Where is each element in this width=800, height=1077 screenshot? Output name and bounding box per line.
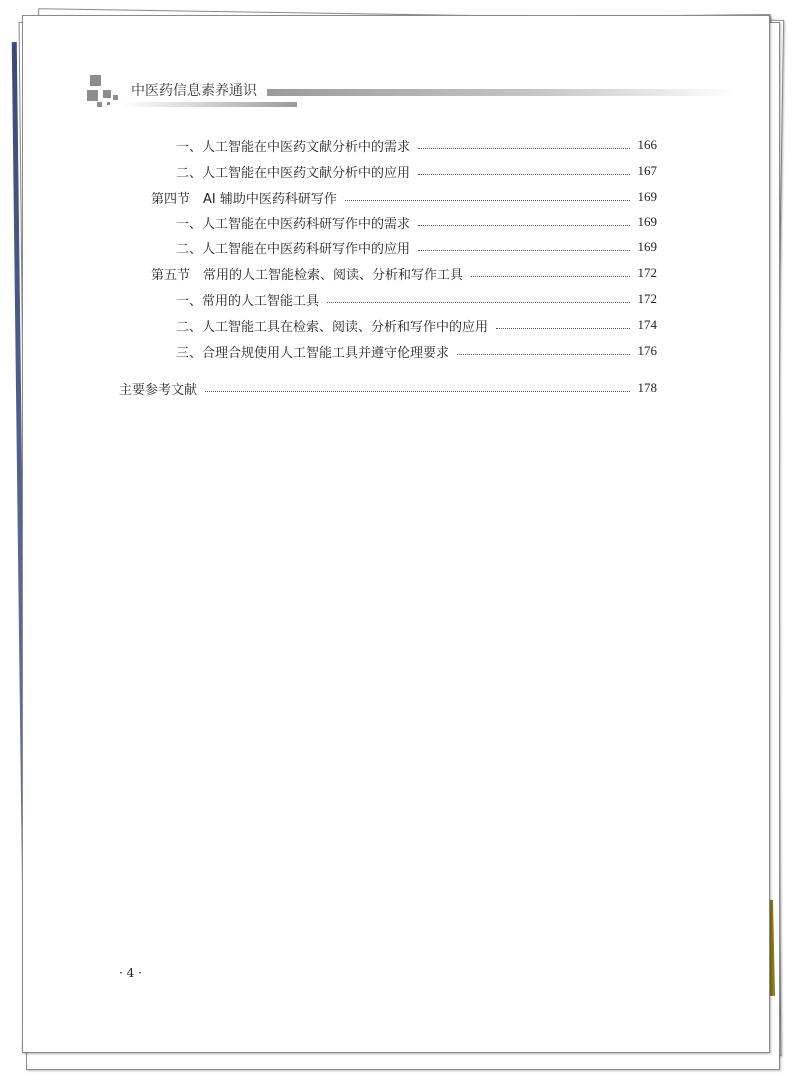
toc-entry[interactable]	[176, 136, 657, 154]
header-rule-bar-lower	[121, 102, 297, 107]
leader-dots	[418, 148, 629, 149]
toc-entry[interactable]	[176, 316, 657, 334]
toc-entry-title: 一、常用的人工智能工具	[176, 293, 320, 309]
header-rule-bar	[267, 89, 737, 96]
toc-entry-title: 第四节 AI 辅助中医药科研写作	[151, 191, 337, 207]
toc-entry-title: 一、人工智能在中医药科研写作中的需求	[176, 216, 411, 232]
toc-entry[interactable]	[176, 342, 657, 360]
toc-entry[interactable]	[176, 213, 657, 231]
toc-entry-title: 一、人工智能在中医药文献分析中的需求	[176, 139, 411, 155]
document-page	[22, 15, 770, 1053]
toc-entry-title: 二、人工智能工具在检索、阅读、分析和写作中的应用	[176, 319, 489, 335]
toc-entry-title: 第五节 常用的人工智能检索、阅读、分析和写作工具	[151, 267, 464, 283]
toc-entry-page: 166	[637, 137, 657, 152]
toc-entry-page: 174	[637, 317, 657, 332]
leader-dots	[205, 391, 629, 392]
leader-dots	[327, 302, 629, 303]
leader-dots	[418, 225, 629, 226]
toc-entry-title: 主要参考文献	[119, 382, 198, 398]
leader-dots	[471, 276, 629, 277]
toc-references-entry[interactable]	[119, 379, 657, 397]
toc-entry[interactable]	[176, 290, 657, 308]
toc-entry-page: 176	[637, 343, 657, 358]
toc-entry-page: 169	[637, 239, 657, 254]
toc-entry-page: 178	[637, 380, 657, 395]
toc-entry-page: 169	[637, 214, 657, 229]
toc-section-entry[interactable]	[151, 264, 657, 282]
toc-entry-title: 二、人工智能在中医药文献分析中的应用	[176, 165, 411, 181]
toc-section-entry[interactable]	[151, 188, 657, 206]
leader-dots	[345, 200, 630, 201]
leader-dots	[418, 250, 629, 251]
toc-entry-page: 167	[637, 163, 657, 178]
toc-entry[interactable]	[176, 238, 657, 256]
running-header-title: 中医药信息素养通识	[131, 83, 257, 99]
toc-entry-title: 二、人工智能在中医药科研写作中的应用	[176, 241, 411, 257]
leader-dots	[418, 174, 629, 175]
toc-entry-page: 172	[637, 291, 657, 306]
leader-dots	[496, 328, 629, 329]
toc-entry[interactable]	[176, 162, 657, 180]
toc-entry-title: 三、合理合规使用人工智能工具并遵守伦理要求	[176, 345, 450, 361]
page-number: · 4 ·	[119, 966, 142, 980]
leader-dots	[457, 354, 629, 355]
toc-entry-page: 169	[637, 189, 657, 204]
toc-entry-page: 172	[637, 265, 657, 280]
